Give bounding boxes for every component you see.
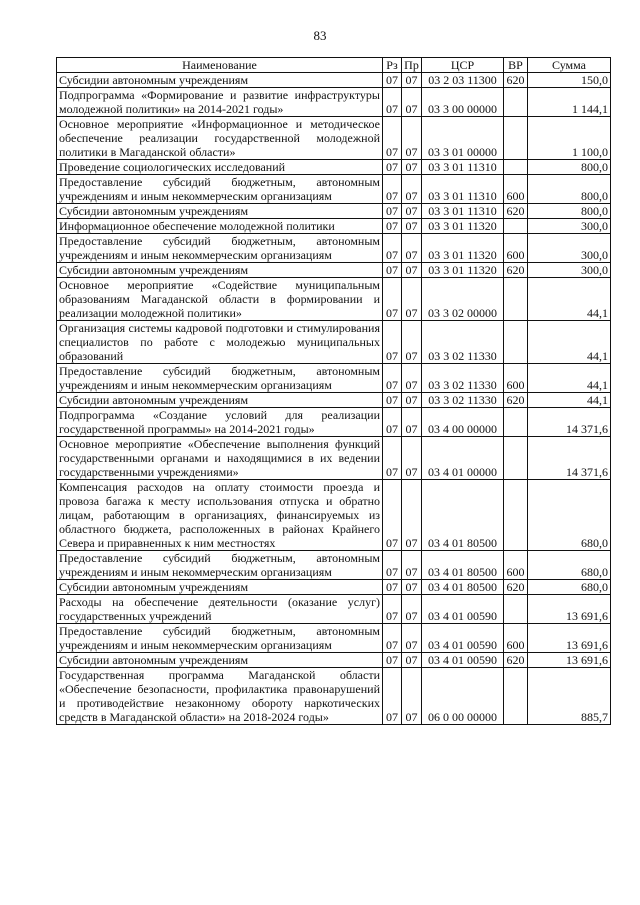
cell-sum: 680,0	[528, 580, 611, 595]
cell-csr: 03 3 01 11320	[422, 263, 504, 278]
table-row	[57, 624, 611, 653]
cell-rz: 07	[383, 393, 402, 408]
cell-pr: 07	[402, 551, 422, 580]
cell-pr: 07	[402, 653, 422, 668]
table-row	[57, 393, 611, 408]
cell-name: Субсидии автономным учреждениям	[57, 580, 383, 595]
cell-vr	[504, 278, 528, 321]
table-row	[57, 117, 611, 160]
cell-pr: 07	[402, 393, 422, 408]
header-pr: Пр	[402, 58, 422, 73]
table-row	[57, 234, 611, 263]
table-row	[57, 204, 611, 219]
cell-vr	[504, 668, 528, 725]
cell-csr: 03 3 01 11320	[422, 219, 504, 234]
cell-name: Предоставление субсидий бюджетным, автономным учреждениям и иным некоммерческим организациям	[57, 175, 383, 204]
cell-sum: 680,0	[528, 551, 611, 580]
table-row	[57, 408, 611, 437]
cell-vr	[504, 480, 528, 551]
cell-sum: 800,0	[528, 160, 611, 175]
cell-name: Предоставление субсидий бюджетным, автономным учреждениям и иным некоммерческим организациям	[57, 234, 383, 263]
cell-pr: 07	[402, 580, 422, 595]
header-vr: ВР	[504, 58, 528, 73]
cell-rz: 07	[383, 321, 402, 364]
table-row	[57, 321, 611, 364]
cell-csr: 03 3 02 11330	[422, 321, 504, 364]
cell-sum: 13 691,6	[528, 624, 611, 653]
cell-pr: 07	[402, 263, 422, 278]
cell-csr: 03 4 01 80500	[422, 580, 504, 595]
cell-name: Государственная программа Магаданской области «Обеспечение безопасности, профилактика правонарушений и противодействие незаконному обороту наркотических средств в Магаданской области» на 2018-2024 годы»	[57, 668, 383, 725]
cell-pr: 07	[402, 480, 422, 551]
cell-sum: 14 371,6	[528, 437, 611, 480]
cell-name: Расходы на обеспечение деятельности (оказание услуг) государственных учреждений	[57, 595, 383, 624]
cell-vr: 600	[504, 234, 528, 263]
cell-name: Основное мероприятие «Содействие муниципальным образованиям Магаданской области в формировании и реализации молодежной политики»	[57, 278, 383, 321]
cell-name: Субсидии автономным учреждениям	[57, 653, 383, 668]
cell-vr	[504, 88, 528, 117]
cell-vr	[504, 321, 528, 364]
cell-rz: 07	[383, 263, 402, 278]
cell-rz: 07	[383, 219, 402, 234]
table-row	[57, 278, 611, 321]
cell-pr: 07	[402, 408, 422, 437]
cell-pr: 07	[402, 278, 422, 321]
cell-pr: 07	[402, 160, 422, 175]
cell-name: Субсидии автономным учреждениям	[57, 393, 383, 408]
cell-csr: 06 0 00 00000	[422, 668, 504, 725]
cell-name: Проведение социологических исследований	[57, 160, 383, 175]
table-row	[57, 364, 611, 393]
cell-csr: 03 3 02 11330	[422, 393, 504, 408]
cell-vr	[504, 408, 528, 437]
cell-csr: 03 4 01 80500	[422, 551, 504, 580]
table-row	[57, 263, 611, 278]
cell-pr: 07	[402, 175, 422, 204]
header-rz: Рз	[383, 58, 402, 73]
cell-csr: 03 2 03 11300	[422, 73, 504, 88]
table-row	[57, 580, 611, 595]
cell-sum: 800,0	[528, 204, 611, 219]
cell-csr: 03 4 00 00000	[422, 408, 504, 437]
cell-csr: 03 4 01 80500	[422, 480, 504, 551]
cell-sum: 300,0	[528, 263, 611, 278]
cell-rz: 07	[383, 580, 402, 595]
cell-vr: 620	[504, 263, 528, 278]
cell-rz: 07	[383, 624, 402, 653]
cell-csr: 03 4 01 00590	[422, 653, 504, 668]
cell-rz: 07	[383, 480, 402, 551]
cell-rz: 07	[383, 234, 402, 263]
cell-pr: 07	[402, 321, 422, 364]
table-header-row	[57, 58, 611, 73]
cell-pr: 07	[402, 668, 422, 725]
cell-name: Подпрограмма «Создание условий для реализации государственной программы» на 2014-2021 годы»	[57, 408, 383, 437]
cell-name: Информационное обеспечение молодежной политики	[57, 219, 383, 234]
cell-vr: 620	[504, 393, 528, 408]
cell-name: Основное мероприятие «Информационное и методическое обеспечение реализации государственной молодежной политики в Магаданской области»	[57, 117, 383, 160]
cell-sum: 150,0	[528, 73, 611, 88]
table-row	[57, 160, 611, 175]
cell-csr: 03 4 01 00590	[422, 595, 504, 624]
cell-rz: 07	[383, 595, 402, 624]
cell-vr	[504, 160, 528, 175]
cell-sum: 300,0	[528, 234, 611, 263]
cell-vr	[504, 595, 528, 624]
cell-csr: 03 4 01 00590	[422, 624, 504, 653]
cell-vr: 620	[504, 653, 528, 668]
cell-vr	[504, 219, 528, 234]
cell-sum: 300,0	[528, 219, 611, 234]
cell-rz: 07	[383, 175, 402, 204]
table-row	[57, 219, 611, 234]
cell-name: Организация системы кадровой подготовки и стимулирования специалистов по работе с молодежью муниципальных образований	[57, 321, 383, 364]
header-csr: ЦСР	[422, 58, 504, 73]
cell-csr: 03 3 02 11330	[422, 364, 504, 393]
cell-vr: 600	[504, 364, 528, 393]
cell-name: Субсидии автономным учреждениям	[57, 204, 383, 219]
table-row	[57, 551, 611, 580]
cell-name: Субсидии автономным учреждениям	[57, 73, 383, 88]
cell-sum: 13 691,6	[528, 653, 611, 668]
table-row	[57, 595, 611, 624]
cell-sum: 44,1	[528, 364, 611, 393]
cell-csr: 03 3 01 11310	[422, 160, 504, 175]
cell-sum: 44,1	[528, 393, 611, 408]
cell-rz: 07	[383, 160, 402, 175]
cell-rz: 07	[383, 117, 402, 160]
cell-rz: 07	[383, 204, 402, 219]
cell-name: Предоставление субсидий бюджетным, автономным учреждениям и иным некоммерческим организациям	[57, 551, 383, 580]
table-row	[57, 668, 611, 725]
cell-rz: 07	[383, 88, 402, 117]
page-number: 83	[313, 28, 327, 43]
cell-vr: 620	[504, 580, 528, 595]
cell-vr: 620	[504, 204, 528, 219]
cell-csr: 03 3 00 00000	[422, 88, 504, 117]
cell-rz: 07	[383, 653, 402, 668]
table-row	[57, 437, 611, 480]
header-name: Наименование	[57, 58, 383, 73]
cell-rz: 07	[383, 437, 402, 480]
cell-sum: 1 144,1	[528, 88, 611, 117]
cell-vr	[504, 117, 528, 160]
table-row	[57, 88, 611, 117]
cell-rz: 07	[383, 73, 402, 88]
cell-name: Подпрограмма «Формирование и развитие инфраструктуры молодежной политики» на 2014-2021 годы»	[57, 88, 383, 117]
header-sum: Сумма	[528, 58, 611, 73]
cell-sum: 800,0	[528, 175, 611, 204]
cell-name: Основное мероприятие «Обеспечение выполнения функций государственными органами и находящимися в их ведении государственными учреждениями»	[57, 437, 383, 480]
cell-csr: 03 3 01 11320	[422, 234, 504, 263]
cell-vr: 600	[504, 175, 528, 204]
cell-name: Предоставление субсидий бюджетным, автономным учреждениям и иным некоммерческим организациям	[57, 624, 383, 653]
budget-table	[56, 57, 611, 725]
table-row	[57, 653, 611, 668]
cell-rz: 07	[383, 278, 402, 321]
cell-rz: 07	[383, 668, 402, 725]
cell-pr: 07	[402, 117, 422, 160]
cell-sum: 44,1	[528, 278, 611, 321]
cell-csr: 03 3 02 00000	[422, 278, 504, 321]
cell-csr: 03 3 01 00000	[422, 117, 504, 160]
cell-name: Субсидии автономным учреждениям	[57, 263, 383, 278]
cell-vr: 600	[504, 624, 528, 653]
cell-sum: 680,0	[528, 480, 611, 551]
cell-sum: 885,7	[528, 668, 611, 725]
cell-csr: 03 4 01 00000	[422, 437, 504, 480]
table-body	[57, 73, 611, 725]
cell-rz: 07	[383, 408, 402, 437]
cell-pr: 07	[402, 88, 422, 117]
cell-pr: 07	[402, 204, 422, 219]
cell-pr: 07	[402, 364, 422, 393]
cell-vr: 620	[504, 73, 528, 88]
cell-sum: 44,1	[528, 321, 611, 364]
cell-pr: 07	[402, 219, 422, 234]
cell-sum: 13 691,6	[528, 595, 611, 624]
cell-csr: 03 3 01 11310	[422, 204, 504, 219]
table-row	[57, 73, 611, 88]
table-row	[57, 480, 611, 551]
cell-vr	[504, 437, 528, 480]
table-row	[57, 175, 611, 204]
cell-name: Предоставление субсидий бюджетным, автономным учреждениям и иным некоммерческим организациям	[57, 364, 383, 393]
cell-sum: 1 100,0	[528, 117, 611, 160]
cell-pr: 07	[402, 437, 422, 480]
cell-pr: 07	[402, 234, 422, 263]
cell-sum: 14 371,6	[528, 408, 611, 437]
cell-csr: 03 3 01 11310	[422, 175, 504, 204]
cell-pr: 07	[402, 624, 422, 653]
cell-rz: 07	[383, 551, 402, 580]
cell-name: Компенсация расходов на оплату стоимости проезда и провоза багажа к месту использования отпуска и обратно лицам, работающим в организациях, финансируемых из областного бюджета, расположенных в районах Крайнего Севера и приравненных к ним местностях	[57, 480, 383, 551]
cell-pr: 07	[402, 595, 422, 624]
cell-vr: 600	[504, 551, 528, 580]
cell-pr: 07	[402, 73, 422, 88]
cell-rz: 07	[383, 364, 402, 393]
